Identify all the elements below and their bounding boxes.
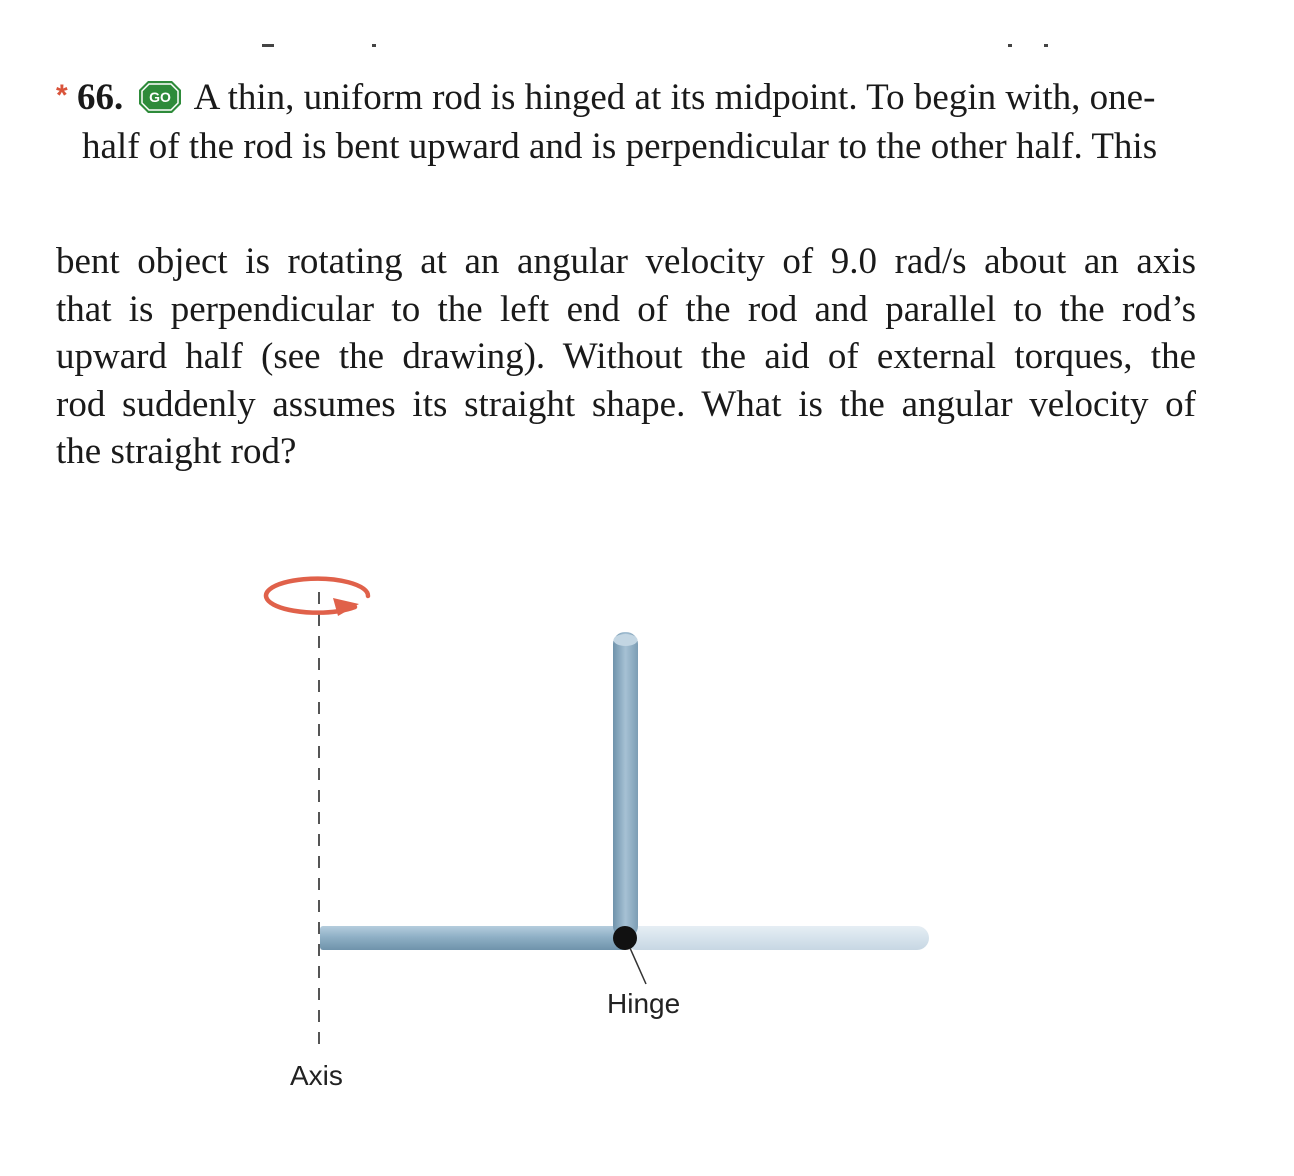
problem-first-line: A thin, uniform rod is hinged at its midpoint. To begin with, one-: [193, 77, 1156, 118]
rod-upward-half: [613, 632, 638, 938]
body-line: bent object is rotating at an angular velocity of 9.0 rad/s about an axis: [56, 241, 1196, 282]
hinge-label: Hinge: [607, 988, 681, 1019]
hinge-point: [613, 926, 637, 950]
body-line: upward half (see the drawing). Without the aid of external torques, the: [56, 336, 1196, 377]
go-badge-label: GO: [149, 89, 172, 105]
rod-left-half: [320, 926, 628, 950]
rod-top-end: [614, 634, 638, 646]
asterisk-marker: *: [56, 79, 68, 112]
rotation-direction-arrow-icon: [266, 579, 368, 616]
body-line: rod suddenly assumes its straight shape. What is the angular velocity of: [56, 383, 1196, 425]
hinge-leader-line: [630, 948, 646, 984]
problem-second-line: half of the rod is bent upward and is perpendicular to the other half. This: [82, 126, 1158, 167]
body-line: that is perpendicular to the left end of the rod and parallel to the rod’s: [56, 288, 1196, 330]
body-line: the straight rod?: [56, 431, 297, 472]
axis-label: Axis: [290, 1060, 343, 1091]
problem-number: 66.: [76, 77, 124, 118]
rod-right-half-faded: [625, 926, 929, 950]
